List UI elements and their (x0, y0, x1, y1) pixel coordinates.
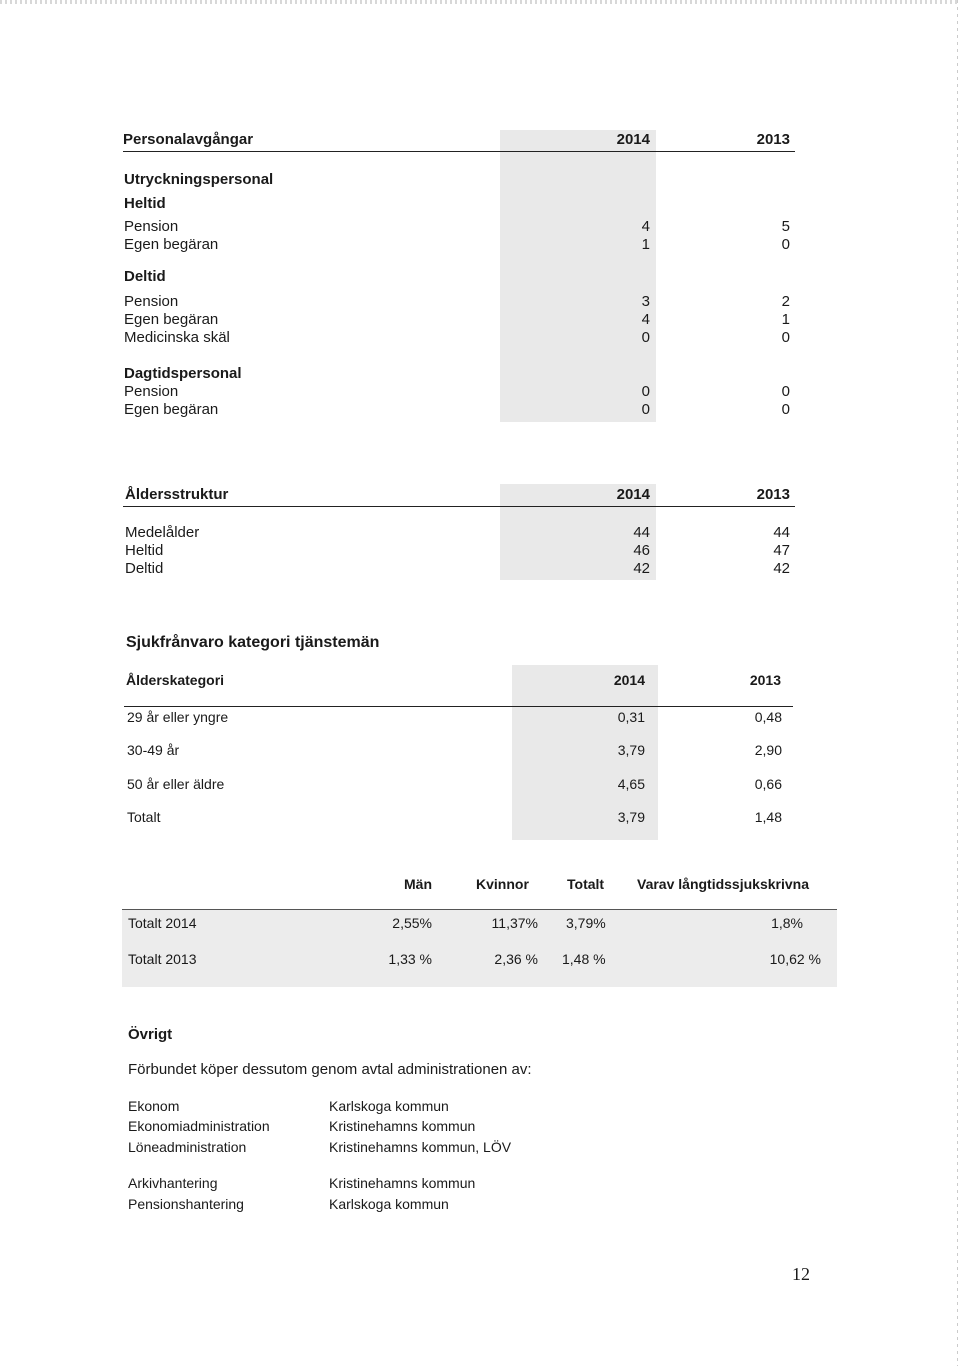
header-rule (124, 706, 793, 707)
value-2014: 3,79 (617, 809, 645, 825)
row-label: 29 år eller yngre (127, 709, 229, 725)
header-rule (123, 151, 795, 152)
value-2013: 0,66 (754, 776, 782, 792)
service-provider: Kristinehamns kommun (329, 1118, 476, 1134)
section-title: Personalavgångar (123, 131, 254, 148)
value-kvinnor: 2,36 % (494, 951, 538, 967)
service-name: Arkivhantering (128, 1175, 218, 1191)
column-header-2013: 2013 (756, 486, 790, 503)
row-label: Egen begäran (124, 311, 219, 328)
row-label: Deltid (125, 560, 164, 577)
value-2014: 46 (633, 542, 650, 559)
value-2013: 0 (781, 236, 790, 253)
row-label: Egen begäran (124, 236, 219, 253)
subgroup-heading: Heltid (124, 195, 166, 212)
category-column-header: Ålderskategori (126, 672, 225, 688)
value-2013: 1,48 (754, 809, 782, 825)
value-2013: 47 (773, 542, 790, 559)
value-2013: 2 (781, 293, 790, 310)
value-totalt: 1,48 % (562, 951, 606, 967)
value-2014: 0 (641, 383, 650, 400)
row-label: Totalt (127, 809, 161, 825)
scan-edge-right (957, 0, 958, 1366)
column-header-varav: Varav långtidssjukskrivna (637, 876, 809, 892)
column-header-man: Män (404, 876, 432, 892)
column-header-2013: 2013 (756, 131, 790, 148)
value-2014: 4,65 (617, 776, 645, 792)
header-rule (123, 506, 795, 507)
row-label: Medelålder (125, 524, 200, 541)
row-label: 30-49 år (127, 742, 180, 758)
value-2014: 0,31 (617, 709, 645, 725)
section-title: Övrigt (128, 1026, 173, 1043)
value-man: 2,55% (392, 915, 432, 931)
value-2013: 0 (781, 383, 790, 400)
value-man: 1,33 % (388, 951, 432, 967)
highlight-2014-column (500, 130, 656, 422)
row-label: Totalt 2014 (128, 915, 197, 931)
column-header-2014: 2014 (616, 486, 650, 503)
service-name: Pensionshantering (128, 1196, 244, 1212)
row-label: Heltid (125, 542, 164, 559)
value-2014: 3,79 (617, 742, 645, 758)
section-title: Åldersstruktur (125, 486, 229, 503)
value-2013: 0,48 (754, 709, 782, 725)
column-header-2014: 2014 (613, 672, 645, 688)
value-2014: 4 (641, 218, 650, 235)
row-label: Pension (124, 218, 179, 235)
value-2014: 3 (641, 293, 650, 310)
column-header-kvinnor: Kvinnor (476, 876, 529, 892)
column-header-totalt: Totalt (567, 876, 605, 892)
value-varav: 1,8% (771, 915, 803, 931)
column-header-2014: 2014 (616, 131, 650, 148)
column-header-2013: 2013 (749, 672, 781, 688)
value-2013: 1 (781, 311, 790, 328)
value-2014: 44 (633, 524, 650, 541)
row-label: Egen begäran (124, 401, 219, 418)
service-provider: Kristinehamns kommun (329, 1175, 476, 1191)
value-2013: 0 (781, 329, 790, 346)
value-2013: 2,90 (754, 742, 782, 758)
value-2014: 1 (641, 236, 650, 253)
row-label: Totalt 2013 (128, 951, 197, 967)
intro-text: Förbundet köper dessutom genom avtal administrationen av: (128, 1061, 532, 1078)
value-2014: 0 (641, 329, 650, 346)
scan-edge-top (0, 0, 960, 4)
service-name: Ekonomiadministration (128, 1118, 270, 1134)
row-label: Medicinska skäl (124, 329, 230, 346)
group-heading: Dagtidspersonal (124, 365, 242, 382)
value-totalt: 3,79% (566, 915, 606, 931)
value-2013: 5 (781, 218, 790, 235)
value-2013: 44 (773, 524, 790, 541)
service-provider: Karlskoga kommun (329, 1098, 449, 1114)
row-label: Pension (124, 293, 179, 310)
service-provider: Kristinehamns kommun, LÖV (329, 1139, 512, 1155)
service-name: Ekonom (128, 1098, 180, 1114)
group-heading: Utryckningspersonal (124, 171, 274, 188)
subgroup-heading: Deltid (124, 268, 166, 285)
service-name: Löneadministration (128, 1139, 247, 1155)
row-label: 50 år eller äldre (127, 776, 225, 792)
value-2013: 42 (773, 560, 790, 577)
value-2013: 0 (781, 401, 790, 418)
value-2014: 42 (633, 560, 650, 577)
value-kvinnor: 11,37% (491, 915, 538, 931)
service-provider: Karlskoga kommun (329, 1196, 449, 1212)
totals-top-rule (122, 909, 837, 910)
value-2014: 4 (641, 311, 650, 328)
page-number: 12 (792, 1264, 810, 1284)
section-title: Sjukfrånvaro kategori tjänstemän (126, 634, 380, 651)
value-varav: 10,62 % (769, 951, 821, 967)
row-label: Pension (124, 383, 179, 400)
value-2014: 0 (641, 401, 650, 418)
